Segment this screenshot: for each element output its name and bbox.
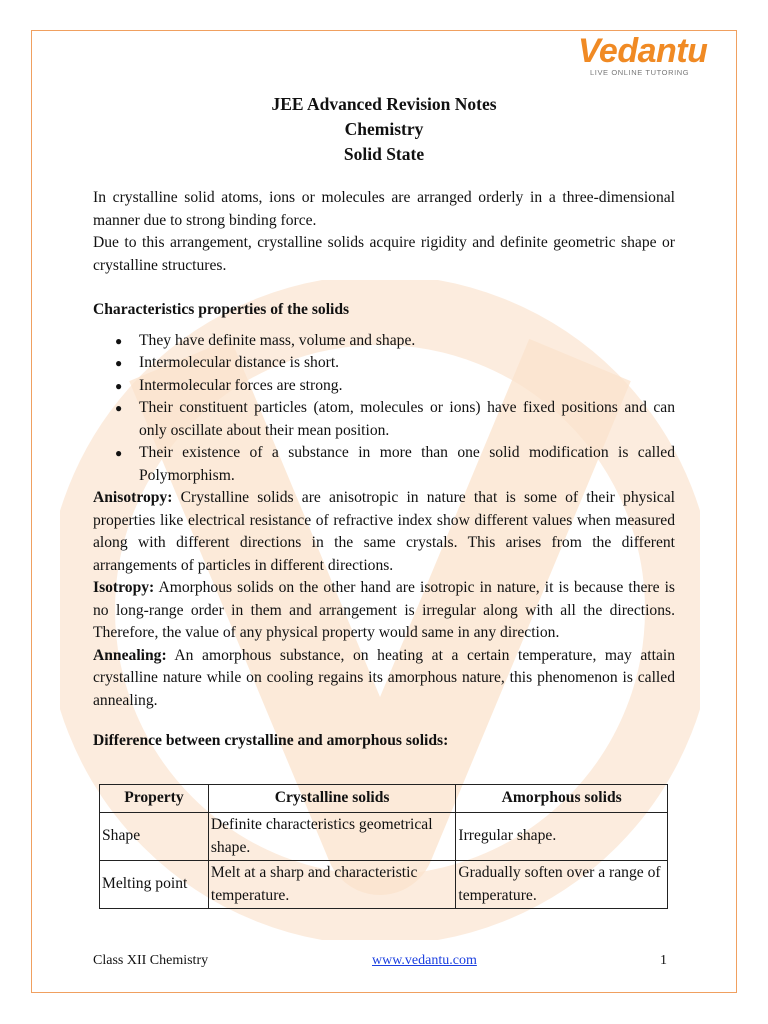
document-title-block [93, 92, 675, 167]
anisotropy-term: Anisotropy: [93, 489, 173, 506]
list-item: ● Their existence of a substance in more than one solid modification is called Polymorphism. [139, 442, 675, 487]
annealing-term: Annealing: [93, 646, 167, 664]
table-cell: Gradually soften over a range of temperature. [456, 861, 668, 909]
list-item: ● Their constituent particles (atom, molecules or ions) have fixed positions and can only oscillate about their mean position. [139, 397, 675, 442]
table-header-cell: Crystalline solids [208, 785, 456, 813]
table-header-row [100, 785, 668, 813]
list-item: ● Intermolecular forces are strong. [139, 375, 675, 398]
intro-paragraph-2: Due to this arrangement, crystalline solids acquire rigidity and definite geometric shape or crystalline structures. [93, 234, 675, 274]
table-cell: Definite characteristics geometrical shape. [208, 813, 456, 861]
anisotropy-text: Crystalline solids are anisotropic in nature that is some of their physical properties like electrical resistance of refractive index show different values when measured along with different directions in the same crystals. This arises from the different arrangements of particles in different directions. [93, 489, 675, 574]
characteristics-heading: Characteristics properties of the solids [93, 301, 350, 318]
isotropy-paragraph [93, 577, 675, 645]
comparison-table [99, 784, 668, 909]
logo-wordmark: Vedantu [578, 32, 708, 70]
isotropy-text: Amorphous solids on the other hand are isotropic in nature, it is because there is no long-range order in them and arrangement is irregular along with all the directions. Therefore, the value of any physical property would same in any direction. [93, 579, 675, 641]
table-cell: Melting point [100, 861, 209, 909]
table-title: Difference between crystalline and amorphous solids: [93, 732, 449, 749]
table-cell: Melt at a sharp and characteristic temperature. [208, 861, 456, 909]
anisotropy-paragraph [93, 487, 675, 577]
annealing-text: An amorphous substance, on heating at a certain temperature, may attain crystalline nature while on cooling regains its amorphous nature, this phenomenon is called annealing. [93, 646, 675, 709]
vedantu-logo [578, 32, 708, 88]
table-header-cell: Property [100, 785, 209, 813]
table-row [100, 813, 668, 861]
list-item: ● Intermolecular distance is short. [139, 352, 675, 375]
page-number: 1 [660, 953, 667, 968]
table-cell: Shape [100, 813, 209, 861]
title-line-1: JEE Advanced Revision Notes [271, 94, 497, 114]
logo-tagline: LIVE ONLINE TUTORING [590, 68, 690, 77]
title-line-3: Solid State [343, 144, 425, 164]
isotropy-term: Isotropy: [93, 579, 155, 596]
table-cell: Irregular shape. [456, 813, 668, 861]
footer-class-label: Class XII Chemistry [93, 953, 209, 968]
table-row [100, 861, 668, 909]
annealing-paragraph [93, 645, 675, 713]
document-body [93, 90, 675, 753]
table-header-cell: Amorphous solids [456, 785, 668, 813]
characteristics-list [93, 330, 675, 488]
footer-website-link[interactable]: www.vedantu.com [372, 953, 477, 968]
title-line-2: Chemistry [344, 119, 424, 139]
list-item: ● They have definite mass, volume and shape. [139, 330, 675, 353]
intro-paragraph-1: In crystalline solid atoms, ions or molecules are arranged orderly in a three-dimensional manner due to strong binding force. [93, 189, 675, 229]
